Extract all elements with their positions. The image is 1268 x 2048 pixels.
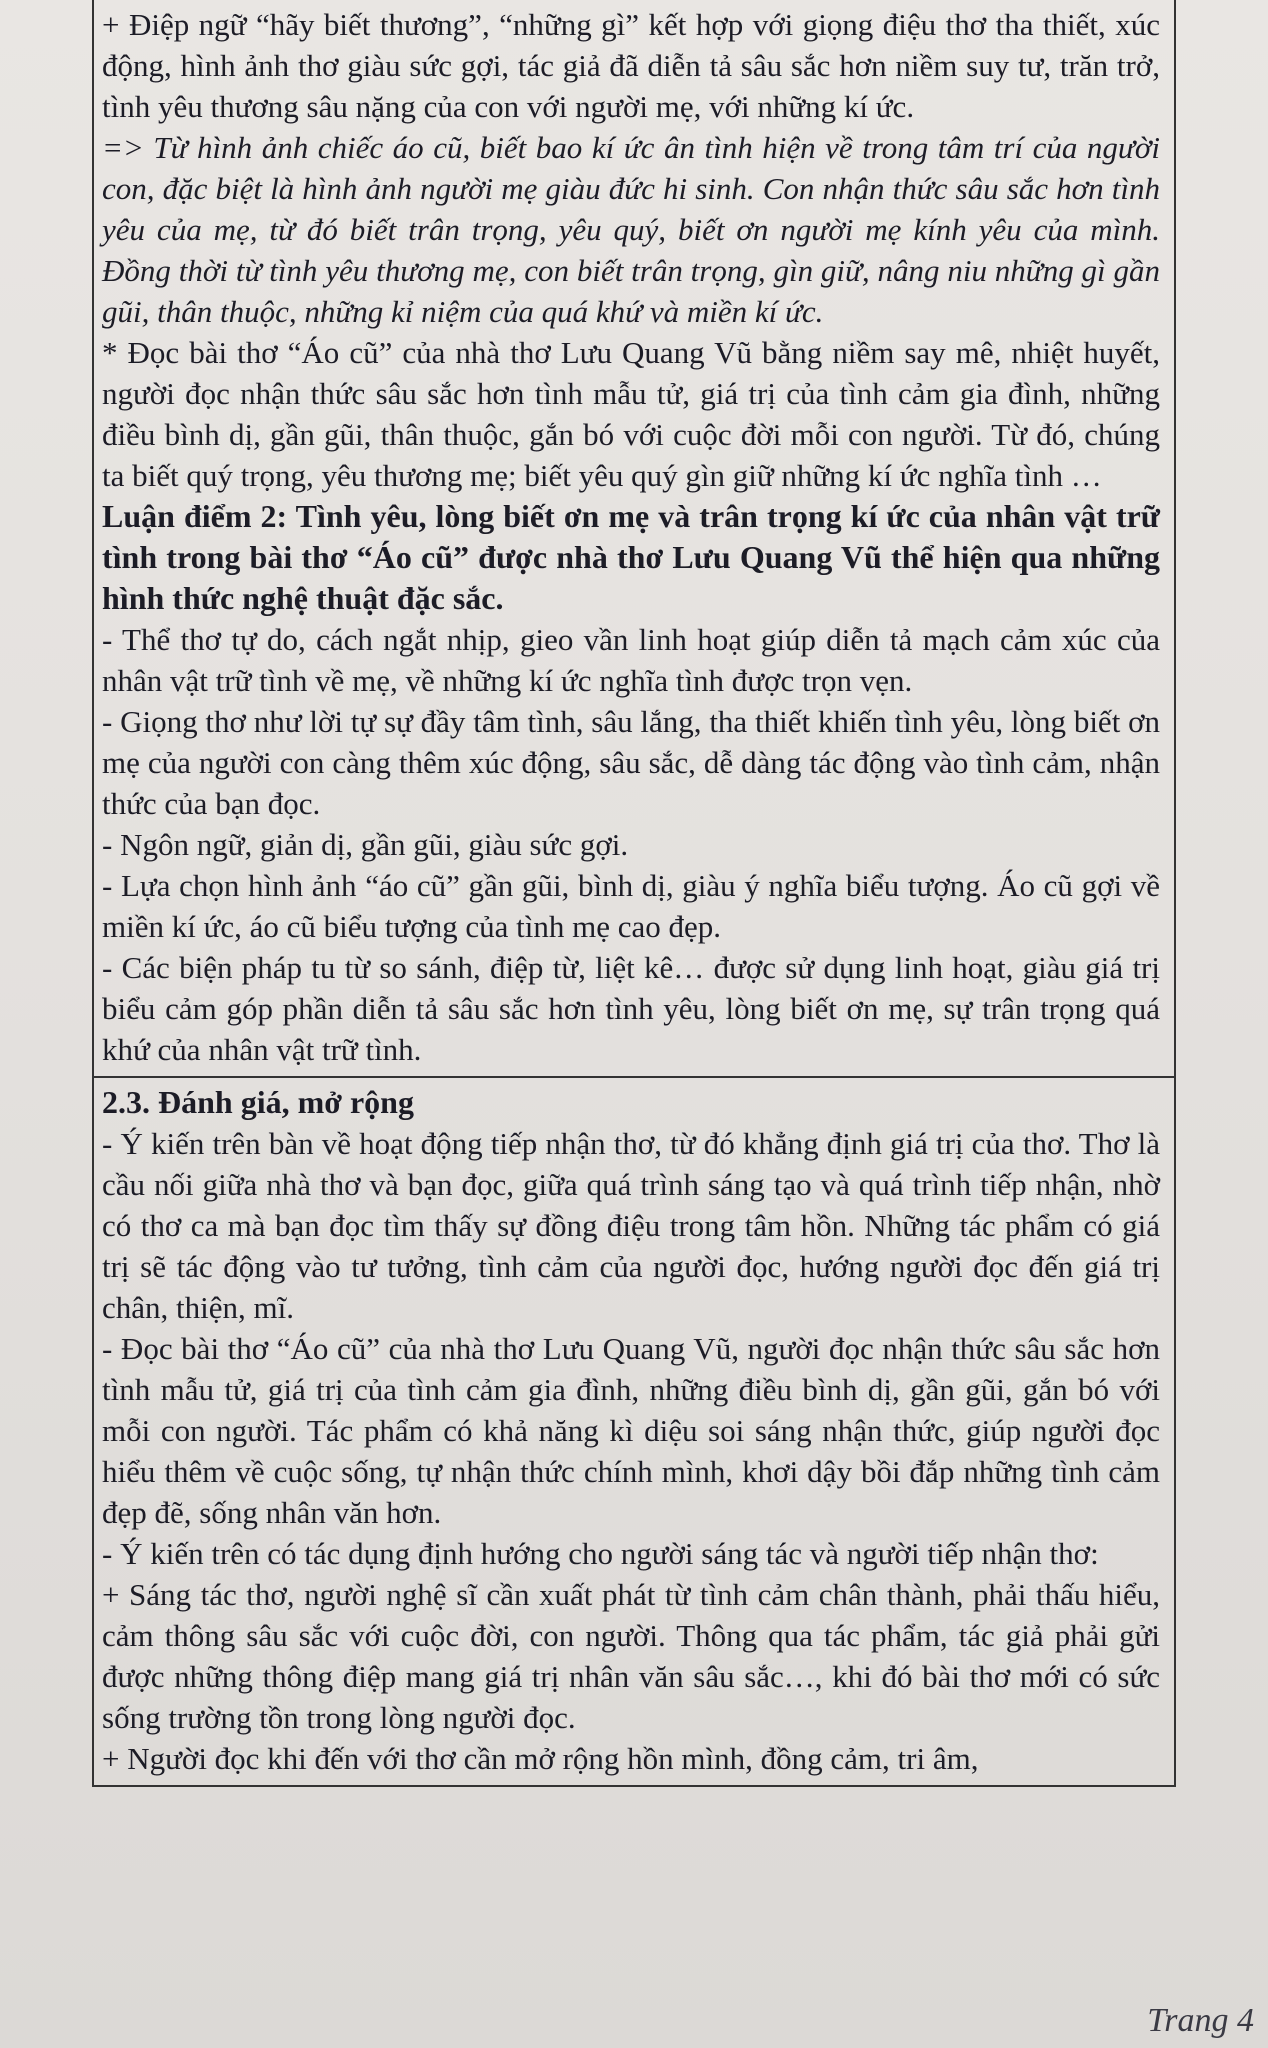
bullet-paragraph: - Các biện pháp tu từ so sánh, điệp từ, liệt kê… được sử dụng linh hoạt, giàu giá trị biểu cảm góp phần diễn tả sâu sắc hơn tình yêu, lòng biết ơn mẹ, sự trân trọng quá khứ của nhân vật trữ tình. [102, 950, 1160, 1067]
section-evaluation [94, 1076, 1174, 1785]
section-literary-analysis [94, 0, 1174, 1076]
bullet-paragraph: - Đọc bài thơ “Áo cũ” của nhà thơ Lưu Quang Vũ, người đọc nhận thức sâu sắc hơn tình mẫu tử, giá trị của tình cảm gia đình, những điều bình dị, gần gũi, gắn bó với mỗi con người. Tác phẩm có khả năng kì diệu soi sáng nhận thức, giúp người đọc hiểu thêm về cuộc sống, tự nhận thức chính mình, khơi dậy bồi đắp những tình cảm đẹp đẽ, sống nhân văn hơn. [102, 1331, 1160, 1530]
section-heading: 2.3. Đánh giá, mở rộng [102, 1084, 414, 1120]
paragraph: + Điệp ngữ “hãy biết thương”, “những gì” kết hợp với giọng điệu thơ tha thiết, xúc động, hình ảnh thơ giàu sức gợi, tác giả đã diễn tả sâu sắc hơn niềm suy tư, trăn trở, tình yêu thương sâu nặng của con với người mẹ, với những kí ức. [102, 7, 1160, 124]
answer-table [92, 0, 1176, 1787]
bullet-paragraph: + Sáng tác thơ, người nghệ sĩ cần xuất phát từ tình cảm chân thành, phải thấu hiểu, cảm thông sâu sắc với cuộc đời, con người. Thông qua tác phẩm, tác giả phải gửi được những thông điệp mang giá trị nhân văn sâu sắc…, khi đó bài thơ mới có sức sống trường tồn trong lòng người đọc. [102, 1577, 1160, 1735]
page-number: Trang 4 [1147, 2002, 1254, 2039]
bullet-paragraph: - Lựa chọn hình ảnh “áo cũ” gần gũi, bình dị, giàu ý nghĩa biểu tượng. Áo cũ gợi về miền kí ức, áo cũ biểu tượng của tình mẹ cao đẹp. [102, 868, 1160, 944]
bullet-paragraph: + Người đọc khi đến với thơ cần mở rộng hồn mình, đồng cảm, tri âm, [102, 1741, 979, 1776]
bullet-paragraph: - Giọng thơ như lời tự sự đầy tâm tình, sâu lắng, tha thiết khiến tình yêu, lòng biết ơn mẹ của người con càng thêm xúc động, sâu sắc, dễ dàng tác động vào tình cảm, nhận thức của bạn đọc. [102, 704, 1160, 821]
argument-heading: Luận điểm 2: Tình yêu, lòng biết ơn mẹ và trân trọng kí ức của nhân vật trữ tình trong bài thơ “Áo cũ” được nhà thơ Lưu Quang Vũ thể hiện qua những hình thức nghệ thuật đặc sắc. [102, 498, 1160, 616]
summary-paragraph: => Từ hình ảnh chiếc áo cũ, biết bao kí ức ân tình hiện về trong tâm trí của người con, đặc biệt là hình ảnh người mẹ giàu đức hi sinh. Con nhận thức sâu sắc hơn tình yêu của mẹ, từ đó biết trân trọng, yêu quý, biết ơn người mẹ kính yêu của mình. Đồng thời từ tình yêu thương mẹ, con biết trân trọng, gìn giữ, nâng niu những gì gần gũi, thân thuộc, những kỉ niệm của quá khứ và miền kí ức. [102, 130, 1160, 329]
bullet-paragraph: - Ý kiến trên có tác dụng định hướng cho người sáng tác và người tiếp nhận thơ: [102, 1536, 1099, 1571]
bullet-paragraph: - Ý kiến trên bàn về hoạt động tiếp nhận thơ, từ đó khẳng định giá trị của thơ. Thơ là cầu nối giữa nhà thơ và bạn đọc, giữa quá trình sáng tạo và quá trình tiếp nhận, nhờ có thơ ca mà bạn đọc tìm thấy sự đồng điệu trong tâm hồn. Những tác phẩm có giá trị sẽ tác động vào tư tưởng, tình cảm của người đọc, hướng người đọc đến giá trị chân, thiện, mĩ. [102, 1126, 1160, 1325]
bullet-paragraph: - Ngôn ngữ, giản dị, gần gũi, giàu sức gợi. [102, 827, 629, 862]
paragraph: * Đọc bài thơ “Áo cũ” của nhà thơ Lưu Quang Vũ bằng niềm say mê, nhiệt huyết, người đọc nhận thức sâu sắc hơn tình mẫu tử, giá trị của tình cảm gia đình, những điều bình dị, gần gũi, thân thuộc, gắn bó với cuộc đời mỗi con người. Từ đó, chúng ta biết quý trọng, yêu thương mẹ; biết yêu quý gìn giữ những kí ức nghĩa tình … [102, 335, 1160, 493]
bullet-paragraph: - Thể thơ tự do, cách ngắt nhịp, gieo vần linh hoạt giúp diễn tả mạch cảm xúc của nhân vật trữ tình về mẹ, về những kí ức nghĩa tình được trọn vẹn. [102, 622, 1160, 698]
